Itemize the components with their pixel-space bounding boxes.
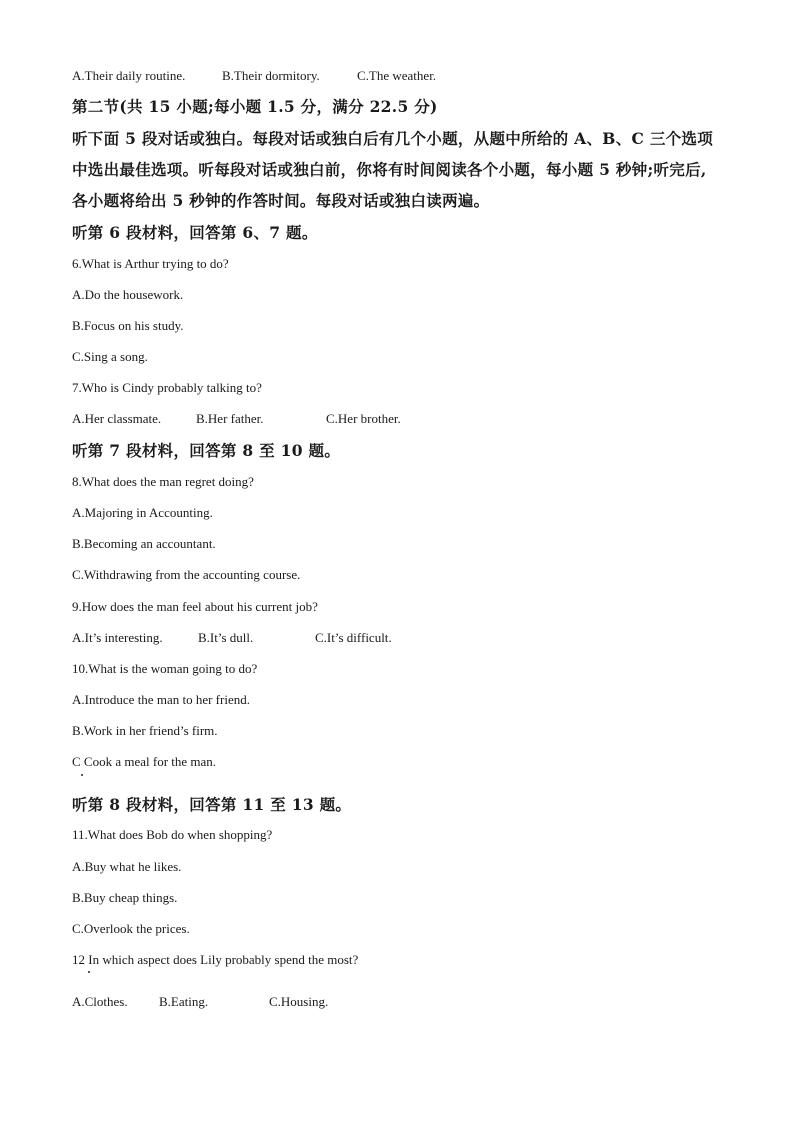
passage-8-heading: 听第 8 段材料，回答第 11 至 13 题。 [72, 795, 352, 814]
q10-option-a: A.Introduce the man to her friend. [72, 692, 250, 707]
question-6: 6.What is Arthur trying to do? [72, 256, 229, 271]
q10-option-c: C Cook a meal for the man. [72, 754, 217, 769]
q8-option-a: A.Majoring in Accounting. [72, 505, 213, 520]
section-title: 第二节(共 15 小题;每小题 1.5 分，满分 22.5 分) [72, 97, 438, 116]
instructions-line-1: 听下面 5 段对话或独白。每段对话或独白后有几个小题，从题中所给的 A、B、C 三个选项 [72, 129, 714, 148]
q9-options [72, 630, 392, 646]
question-8: 8.What does the man regret doing? [72, 474, 254, 489]
q7-options [72, 411, 401, 427]
q11-option-b: B.Buy cheap things. [72, 890, 178, 905]
q9-option-b: B.It’s dull. [198, 630, 254, 645]
q12-options [72, 994, 328, 1010]
q8-option-b: B.Becoming an accountant. [72, 536, 216, 551]
q8-option-c: C.Withdrawing from the accounting course. [72, 567, 301, 582]
q6-option-b: B.Focus on his study. [72, 318, 184, 333]
question-9: 9.How does the man feel about his current job? [72, 599, 318, 614]
q9-option-c: C.It’s difficult. [315, 630, 392, 645]
q7-option-c: C.Her brother. [326, 411, 401, 426]
instructions-line-2: 中选出最佳选项。听每段对话或独白前，你将有时间阅读各个小题，每小题 5 秒钟;听完后, [72, 160, 707, 179]
passage-6-heading: 听第 6 段材料，回答第 6、7 题。 [72, 223, 318, 242]
q6-option-c: C.Sing a song. [72, 349, 148, 364]
question-12: 12 In which aspect does Lily probably spend the most? [72, 952, 359, 967]
q9-option-a: A.It’s interesting. [72, 630, 163, 645]
question-7: 7.Who is Cindy probably talking to? [72, 380, 262, 395]
stray-dot-mark [81, 774, 83, 776]
q12-option-a: A.Clothes. [72, 994, 128, 1009]
q7-option-a: A.Her classmate. [72, 411, 162, 426]
instructions-line-3: 各小题将给出 5 秒钟的作答时间。每段对话或独白读两遍。 [72, 191, 490, 210]
q5-options [72, 68, 436, 84]
q11-option-c: C.Overlook the prices. [72, 921, 190, 936]
stray-dot-mark-2 [88, 971, 90, 973]
question-10: 10.What is the woman going to do? [72, 661, 258, 676]
question-11: 11.What does Bob do when shopping? [72, 827, 273, 842]
q10-option-b: B.Work in her friend’s firm. [72, 723, 218, 738]
q5-option-a: A.Their daily routine. [72, 68, 186, 83]
q6-option-a: A.Do the housework. [72, 287, 184, 302]
q5-option-c: C.The weather. [357, 68, 437, 83]
q12-option-c: C.Housing. [269, 994, 329, 1009]
passage-7-heading: 听第 7 段材料，回答第 8 至 10 题。 [72, 441, 341, 460]
q12-option-b: B.Eating. [159, 994, 209, 1009]
q7-option-b: B.Her father. [196, 411, 264, 426]
q5-option-b: B.Their dormitory. [222, 68, 320, 83]
q11-option-a: A.Buy what he likes. [72, 859, 182, 874]
